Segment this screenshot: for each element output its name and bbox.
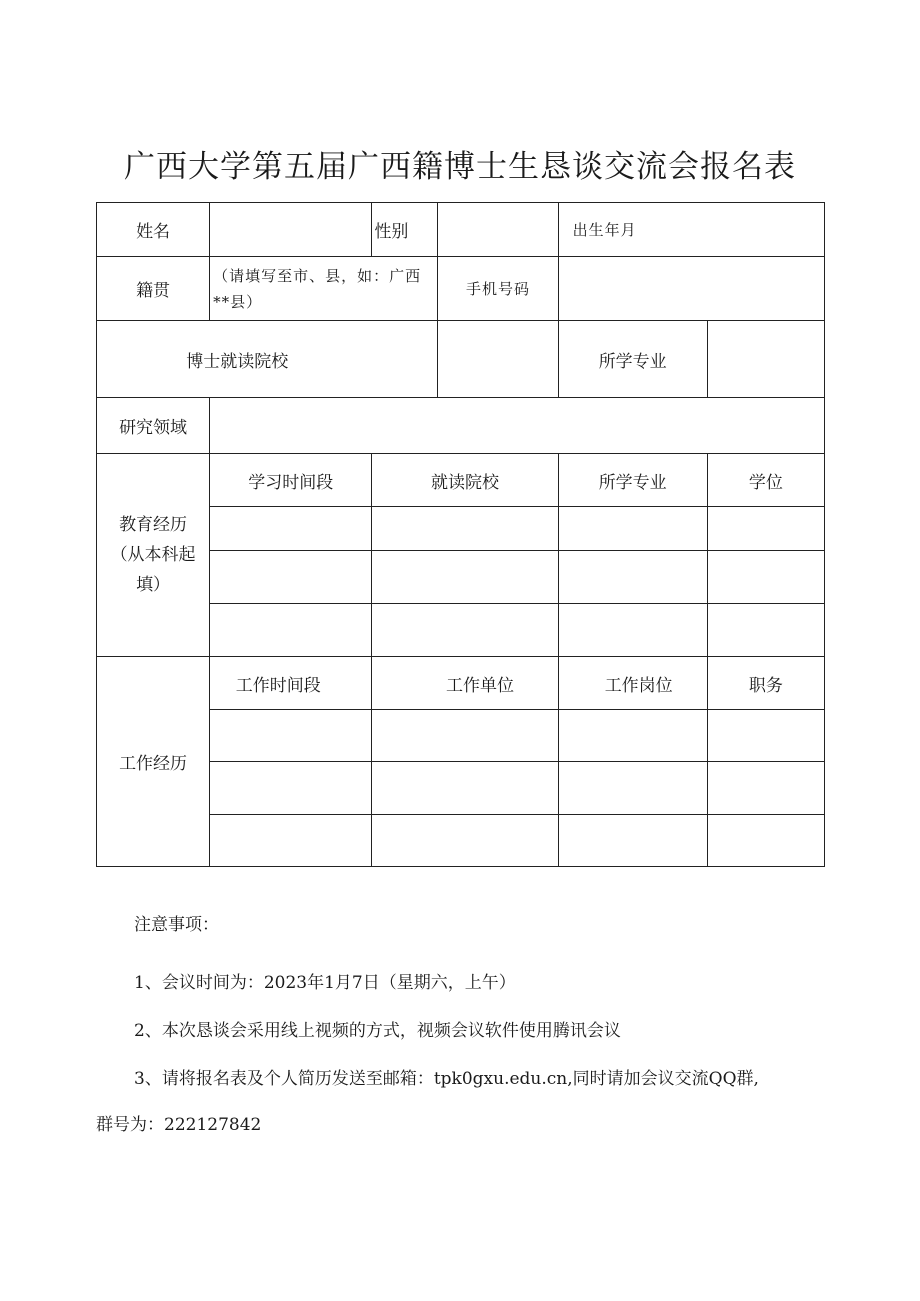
edu-row-2-degree[interactable] — [707, 551, 824, 604]
edu-header-period: 学习时间段 — [210, 454, 372, 507]
work-header-period: 工作时间段 — [210, 657, 372, 710]
work-row-2-period[interactable] — [210, 762, 372, 815]
edu-row-1-school[interactable] — [372, 507, 558, 551]
edu-header-school: 就读院校 — [372, 454, 558, 507]
edu-row-3-period[interactable] — [210, 604, 372, 657]
note-item-3-line-2: 群号为：222127842 — [96, 1115, 262, 1135]
education-label-text: 教育经历（从本科起填） — [110, 515, 196, 595]
note-item-1: 1、会议时间为：2023年1月7日（星期六，上午） — [134, 973, 516, 993]
edu-header-major: 所学专业 — [558, 454, 707, 507]
work-row-1-period[interactable] — [210, 710, 372, 762]
education-label — [97, 454, 210, 657]
edu-row-1-major[interactable] — [558, 507, 707, 551]
note-item-3-line-1: 3、请将报名表及个人简历发送至邮箱：tpk0gxu.edu.cn,同时请加会议交流QQ群, — [134, 1069, 759, 1089]
research-input[interactable] — [210, 398, 825, 454]
phd-school-label: 博士就读院校 — [97, 321, 438, 398]
note-item-2: 2、本次恳谈会采用线上视频的方式，视频会议软件使用腾讯会议 — [134, 1021, 621, 1041]
page-title: 广西大学第五届广西籍博士生恳谈交流会报名表 — [124, 149, 796, 185]
major-input[interactable] — [707, 321, 824, 398]
edu-row-3-school[interactable] — [372, 604, 558, 657]
edu-row-2-major[interactable] — [558, 551, 707, 604]
work-row-2-title[interactable] — [707, 762, 824, 815]
phone-input[interactable] — [558, 257, 824, 321]
work-header-position: 工作岗位 — [558, 657, 707, 710]
work-row-2-position[interactable] — [558, 762, 707, 815]
work-row-3-employer[interactable] — [372, 815, 558, 867]
edu-row-2-period[interactable] — [210, 551, 372, 604]
edu-row-1-degree[interactable] — [707, 507, 824, 551]
registration-form-table — [96, 202, 825, 867]
edu-row-1-period[interactable] — [210, 507, 372, 551]
major-label: 所学专业 — [558, 321, 707, 398]
work-row-1-title[interactable] — [707, 710, 824, 762]
research-label: 研究领域 — [97, 398, 210, 454]
work-row-2-employer[interactable] — [372, 762, 558, 815]
work-row-1-position[interactable] — [558, 710, 707, 762]
edu-header-degree: 学位 — [707, 454, 824, 507]
hometown-label: 籍贯 — [97, 257, 210, 321]
phone-label: 手机号码 — [438, 257, 558, 321]
hometown-input[interactable] — [210, 257, 438, 321]
edu-row-3-degree[interactable] — [707, 604, 824, 657]
work-row-3-position[interactable] — [558, 815, 707, 867]
work-header-employer: 工作单位 — [372, 657, 558, 710]
work-label: 工作经历 — [97, 657, 210, 867]
birth-label: 出生年月 — [572, 221, 637, 239]
hometown-hint: （请填写至市、县，如：广西**县） — [213, 266, 422, 311]
gender-input[interactable] — [438, 203, 558, 257]
phd-school-input[interactable] — [438, 321, 558, 398]
work-row-3-title[interactable] — [707, 815, 824, 867]
work-header-title: 职务 — [707, 657, 824, 710]
edu-row-3-major[interactable] — [558, 604, 707, 657]
gender-label: 性别 — [372, 203, 438, 257]
work-row-1-employer[interactable] — [372, 710, 558, 762]
work-row-3-period[interactable] — [210, 815, 372, 867]
name-input[interactable] — [210, 203, 372, 257]
name-label: 姓名 — [97, 203, 210, 257]
birth-field[interactable] — [558, 203, 824, 257]
notes-heading: 注意事项： — [134, 915, 219, 935]
edu-row-2-school[interactable] — [372, 551, 558, 604]
